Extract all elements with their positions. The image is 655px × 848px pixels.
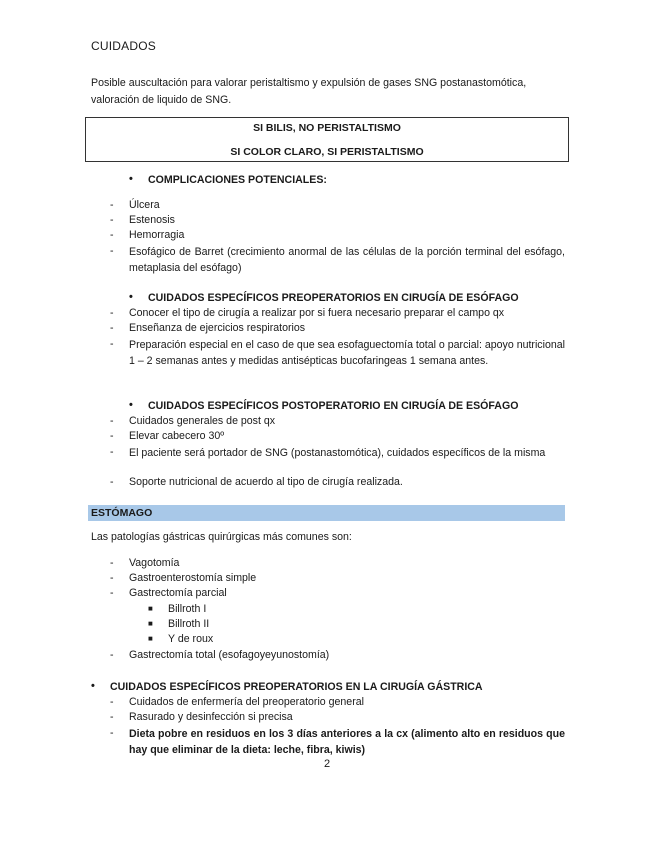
bullet-dot: • — [129, 399, 133, 411]
callout-box — [85, 117, 569, 162]
section-title: ESTÓMAGO — [91, 507, 153, 519]
callout-line-bilis: SI BILIS, NO PERISTALTISMO — [253, 122, 401, 134]
list-item: Gastroenterostomía simple — [129, 572, 257, 584]
dash-marker: - — [110, 229, 114, 241]
sub-list-item: Billroth II — [168, 618, 210, 630]
bullet-dot: • — [129, 173, 133, 185]
dash-marker: - — [110, 727, 114, 739]
dash-marker: - — [110, 587, 114, 599]
list-item: Enseñanza de ejercicios respiratorios — [129, 322, 306, 334]
page-number: 2 — [324, 758, 331, 770]
heading-preop-esofago: CUIDADOS ESPECÍFICOS PREOPERATORIOS EN CIRUGÍA DE ESÓFAGO — [148, 292, 519, 304]
dash-marker: - — [110, 430, 114, 442]
square-bullet: ■ — [148, 619, 153, 628]
intro-paragraph: Posible auscultación para valorar peristaltismo y expulsión de gases SNG postanastomótica, valoración de liquido de SNG. — [91, 77, 527, 106]
list-item: Úlcera — [129, 199, 160, 211]
dash-marker: - — [110, 446, 114, 458]
dash-marker: - — [110, 557, 114, 569]
dash-marker: - — [110, 322, 114, 334]
dash-marker: - — [110, 338, 114, 350]
dash-marker: - — [110, 696, 114, 708]
list-item: Hemorragia — [129, 229, 185, 241]
heading-preop-gastrica: CUIDADOS ESPECÍFICOS PREOPERATORIOS EN LA CIRUGÍA GÁSTRICA — [110, 681, 483, 693]
bullet-dot: • — [91, 680, 95, 692]
list-item: Esofágico de Barret (crecimiento anormal de las células de la porción terminal del esófago, metaplasia del esófago) — [129, 246, 565, 274]
list-item: Gastrectomía parcial — [129, 587, 227, 599]
page-title: CUIDADOS — [91, 39, 156, 53]
list-item: Elevar cabecero 30º — [129, 430, 225, 442]
list-item: Cuidados de enfermería del preoperatorio general — [129, 696, 364, 708]
dash-marker: - — [110, 572, 114, 584]
list-item: Gastrectomía total (esofagoyeyunostomía) — [129, 649, 330, 661]
dash-marker: - — [110, 476, 114, 488]
list-item: Rasurado y desinfección si precisa — [129, 711, 293, 723]
dash-marker: - — [110, 307, 114, 319]
list-item: Conocer el tipo de cirugía a realizar por si fuera necesario preparar el campo qx — [129, 307, 505, 319]
square-bullet: ■ — [148, 634, 153, 643]
heading-complicaciones: COMPLICACIONES POTENCIALES: — [148, 174, 327, 186]
square-bullet: ■ — [148, 604, 153, 613]
dash-marker: - — [110, 649, 114, 661]
list-item: Estenosis — [129, 214, 175, 226]
heading-postop-esofago: CUIDADOS ESPECÍFICOS POSTOPERATORIO EN CIRUGÍA DE ESÓFAGO — [148, 400, 519, 412]
list-item: Preparación especial en el caso de que sea esofaguectomía total o parcial: apoyo nutricional 1 – 2 semanas antes y medidas antisépticas bucofaringeas 1 semana antes. — [129, 339, 565, 367]
dash-marker: - — [110, 711, 114, 723]
dash-marker: - — [110, 199, 114, 211]
dash-marker: - — [110, 245, 114, 257]
dash-marker: - — [110, 415, 114, 427]
list-item: Soporte nutricional de acuerdo al tipo de cirugía realizada. — [129, 476, 403, 488]
list-item: Vagotomía — [129, 557, 180, 569]
list-item: Cuidados generales de post qx — [129, 415, 276, 427]
bullet-dot: • — [129, 291, 133, 303]
sub-list-item: Y de roux — [168, 633, 214, 645]
section-header-estomago — [88, 505, 565, 521]
list-item: El paciente será portador de SNG (postanastomótica), cuidados específicos de la misma — [129, 447, 546, 459]
dash-marker: - — [110, 214, 114, 226]
list-item: Dieta pobre en residuos en los 3 días anteriores a la cx (alimento alto en residuos que hay que eliminar de la dieta: leche, fibra, kiwis) — [129, 728, 565, 756]
estomago-intro: Las patologías gástricas quirúrgicas más comunes son: — [91, 531, 352, 543]
callout-line-color-claro: SI COLOR CLARO, SI PERISTALTISMO — [230, 146, 424, 158]
sub-list-item: Billroth I — [168, 603, 207, 615]
